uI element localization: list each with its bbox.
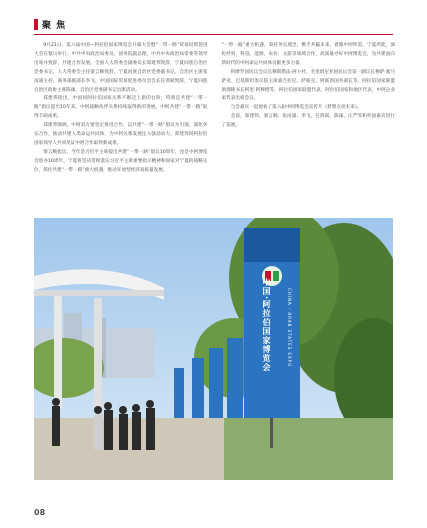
- paragraph: 郑建邦强调，中阿双方要坚定推进合作，以共建“一带一路”倡议为引领，深化务实合作，推动共建人类命运共同体，为中阿关系发展注入强劲动力。郑建邦同阿拉伯国家领导人共同见证中阿合作取得新成果。: [34, 123, 208, 146]
- paragraph: 与会嘉宾一起观看了第六届中阿博览会宣传片《梦想点亮未来》。: [230, 105, 362, 111]
- paragraph: 科摩罗国民议会议长穆斯塔法·阿卜杜、毛里塔尼亚国民议会第一副议长穆萨·塞马萨亚、巴基斯坦参议院主席桑吉拉尼、萨迪克、阿联酋国务部长等，阿拉伯国家联盟助理秘书长阿里·阿穆德等，阿拉伯国家联盟代表，阿拉伯国家和地区代表，中阿企业家代表出席会议。: [221, 69, 395, 102]
- paragraph: 梁言顺指出，今年是习近平主席提出共建“一带一路”倡议10周年，也是中阿博览会创办10周年，宁夏将坚决贯彻落实习近平主席重要指示精神和国家对宁夏的战略定位，抓住共建“一带一路”重大机遇，推动开放型经济高质量发展。: [34, 149, 208, 173]
- banner-subtitle: CHINA · ARAB STATES EXPO: [287, 288, 292, 368]
- article-column-right: [222, 42, 396, 212]
- header-divider: [34, 34, 393, 35]
- section-marker: [34, 19, 38, 30]
- paragraph: “一带一路”重大机遇，秉持务实理念，携手共赢未来，着眼中阿所需，宁夏所能，深化经贸、科技、能源、农业、文旅等领域合作，高质量办好中阿博览会，为共建面向新时代的中阿命运共同体贡献更多力量。: [221, 43, 395, 66]
- article-column-left: [34, 42, 208, 212]
- paragraph: 9月21日，第六届中国—阿拉伯国家博览会开幕大会暨“一带一路”贸易投资促进大会在银川举行。中共中央政治局委员、国务院副总理、中共中央政治局常委等领导出席并致辞，共建合作发展。全国人大常委会副委员长郑建邦致辞，宁夏回族自治区党委书记、人大常委会主任梁言顺致辞，宁夏回族自治区党委副书记、自治区主席张雨浦主持。商务部副部长李飞、中国国际贸易促进委员会会长任鸿斌致辞，宁夏回族自治区政协主席陈雍、自治区党委副书记出席活动。: [34, 43, 208, 93]
- paragraph: 郑建邦指出，中国同阿拉伯国家关系不断迈上新的台阶，特别是共建“一带一路”倡议提出10年来，中阿战略伙伴关系持续取得新的进展。中阿共建“一带一路”取得丰硕成果。: [34, 96, 208, 120]
- section-title: 聚 焦: [42, 20, 67, 31]
- article-body: [34, 42, 395, 212]
- banner-title: 中国·阿拉伯国家博览会: [262, 278, 271, 373]
- paragraph: 会前，郑建邦、梁言顺、张雨浦、李飞、任鸿斌、陈雍、庄严等和外国嘉宾进行了巡展。: [221, 114, 395, 129]
- section-header: [34, 14, 66, 34]
- event-photo: [34, 218, 393, 480]
- page-number: 08: [34, 508, 46, 517]
